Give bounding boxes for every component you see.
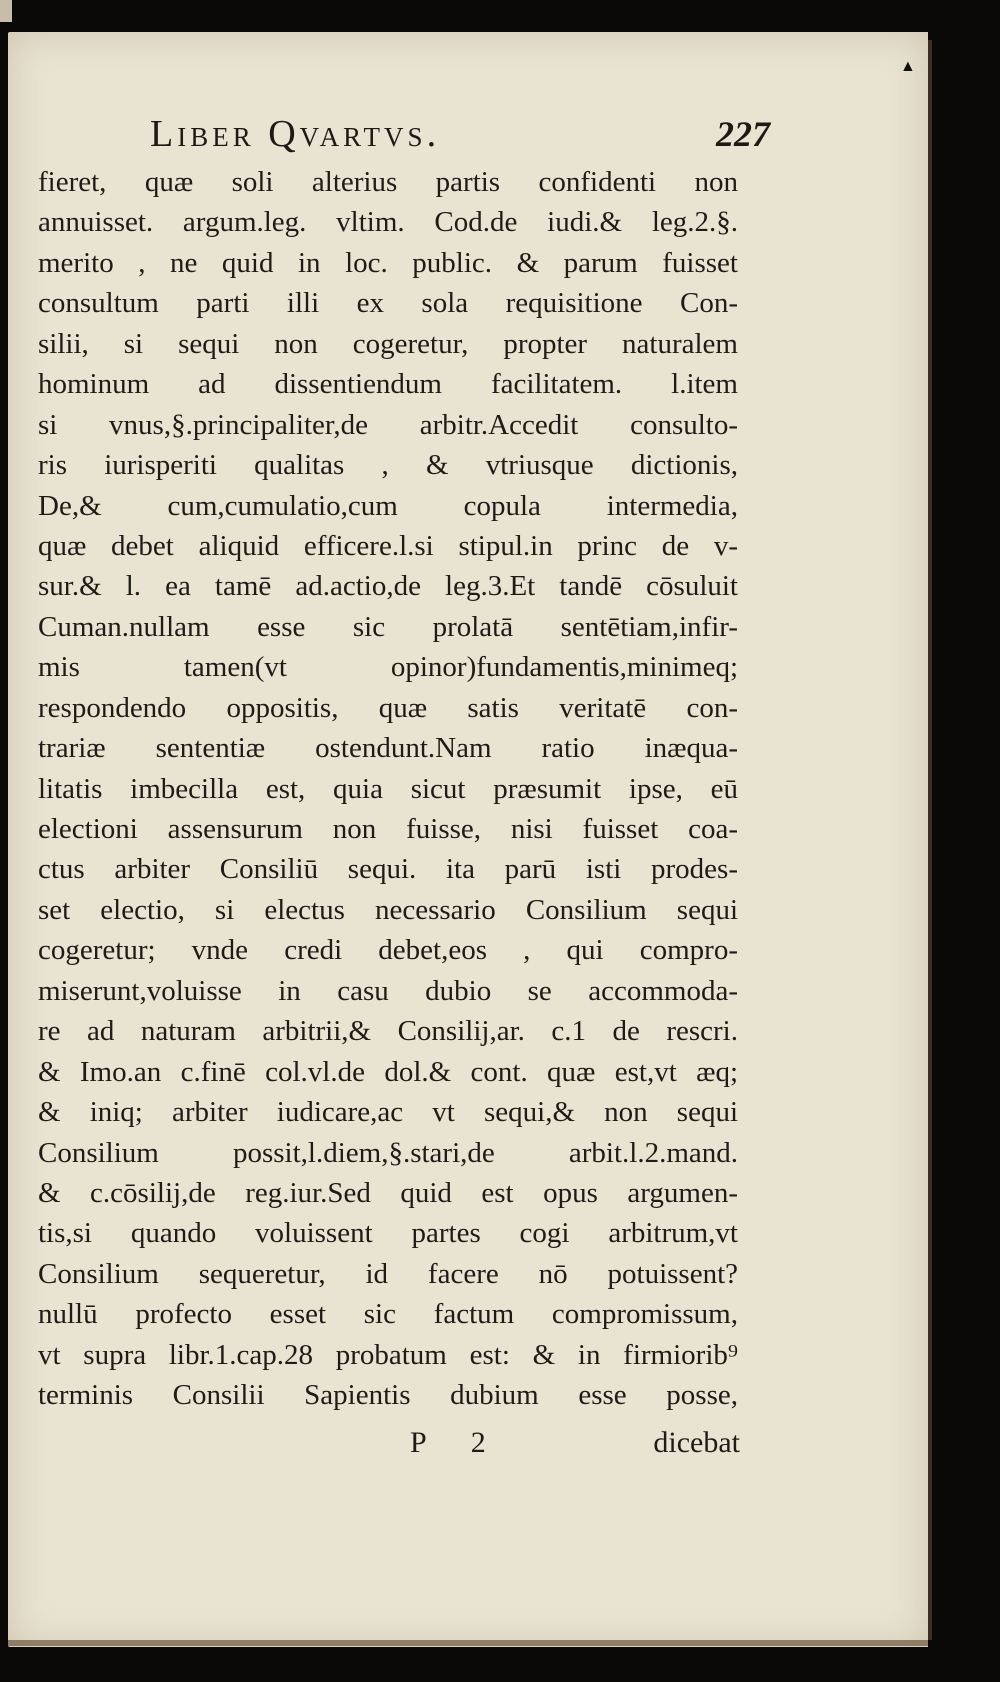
text-line: electioni assensurum non fuisse, nisi fuisset coa- <box>38 813 738 845</box>
page-edge <box>928 40 932 1640</box>
text-line: nullū profecto esset sic factum compromissum, <box>38 1298 738 1331</box>
text-line: ris iurisperiti qualitas , & vtriusque dictionis, <box>38 449 738 482</box>
text-line: & Imo.an c.finē col.vl.de dol.& cont. quæ est,vt æq; <box>38 1055 738 1088</box>
text-line: litatis imbecilla est, quia sicut præsumit ipse, eū <box>38 772 738 805</box>
text-line: & c.cōsilij,de reg.iur.Sed quid est opus argumen- <box>38 1176 738 1209</box>
page-bottom-edge <box>8 1640 928 1646</box>
signature-letter: P <box>410 1426 427 1459</box>
page-number: 227 <box>716 114 770 154</box>
signature-number: 2 <box>470 1426 486 1459</box>
body-text <box>38 162 738 1416</box>
text-line: ctus arbiter Consiliū sequi. ita parū isti prodes- <box>38 853 738 886</box>
text-line: De,& cum,cumulatio,cum copula intermedia, <box>38 489 738 522</box>
text-line: merito , ne quid in loc. public. & parum fuisset <box>38 246 738 279</box>
text-line: trariæ sententiæ ostendunt.Nam ratio inæqua- <box>38 732 738 765</box>
running-title: Liber Qvartvs. <box>150 113 441 155</box>
text-line: si vnus,§.principaliter,de arbitr.Accedit consulto- <box>38 408 738 441</box>
running-head <box>150 112 770 156</box>
text-line: cogeretur; vnde credi debet,eos , qui compro- <box>38 934 738 967</box>
signature-mark <box>410 1426 486 1460</box>
text-line: terminis Consilii Sapientis dubium esse posse, <box>38 1379 738 1412</box>
text-line: consultum parti illi ex sola requisitione Con- <box>38 287 738 320</box>
text-line: miserunt,voluisse in casu dubio se accommoda- <box>38 974 738 1007</box>
text-line: hominum ad dissentiendum facilitatem. l.item <box>38 368 738 401</box>
text-line: fieret, quæ soli alterius partis confidenti non <box>38 166 738 198</box>
text-line: re ad naturam arbitrii,& Consilij,ar. c.1 de rescri. <box>38 1015 738 1048</box>
corner-tab <box>0 0 12 22</box>
corner-mark-icon: ▲ <box>900 58 916 75</box>
text-line: Consilium possit,l.diem,§.stari,de arbit.l.2.mand. <box>38 1136 738 1169</box>
text-line: vt supra libr.1.cap.28 probatum est: & in firmiorib⁹ <box>38 1338 738 1371</box>
text-line: sur.& l. ea tamē ad.actio,de leg.3.Et tandē cōsuluit <box>38 570 738 603</box>
text-line: Cuman.nullam esse sic prolatā sentētiam,infir- <box>38 610 738 643</box>
page-footer <box>410 1426 740 1460</box>
text-line: silii, si sequi non cogeretur, propter naturalem <box>38 327 738 360</box>
text-line: respondendo oppositis, quæ satis veritatē con- <box>38 691 738 724</box>
text-line: & iniq; arbiter iudicare,ac vt sequi,& non sequi <box>38 1096 738 1129</box>
text-line: mis tamen(vt opinor)fundamentis,minimeq; <box>38 651 738 684</box>
catchword: dicebat <box>653 1426 740 1459</box>
text-line: annuisset. argum.leg. vltim. Cod.de iudi.& leg.2.§. <box>38 206 738 239</box>
text-line: quæ debet aliquid efficere.l.si stipul.in princ de v- <box>38 529 738 562</box>
text-line: tis,si quando voluissent partes cogi arbitrum,vt <box>38 1217 738 1250</box>
text-line: Consilium sequeretur, id facere nō potuissent? <box>38 1257 738 1290</box>
text-line: set electio, si electus necessario Consilium sequi <box>38 893 738 926</box>
